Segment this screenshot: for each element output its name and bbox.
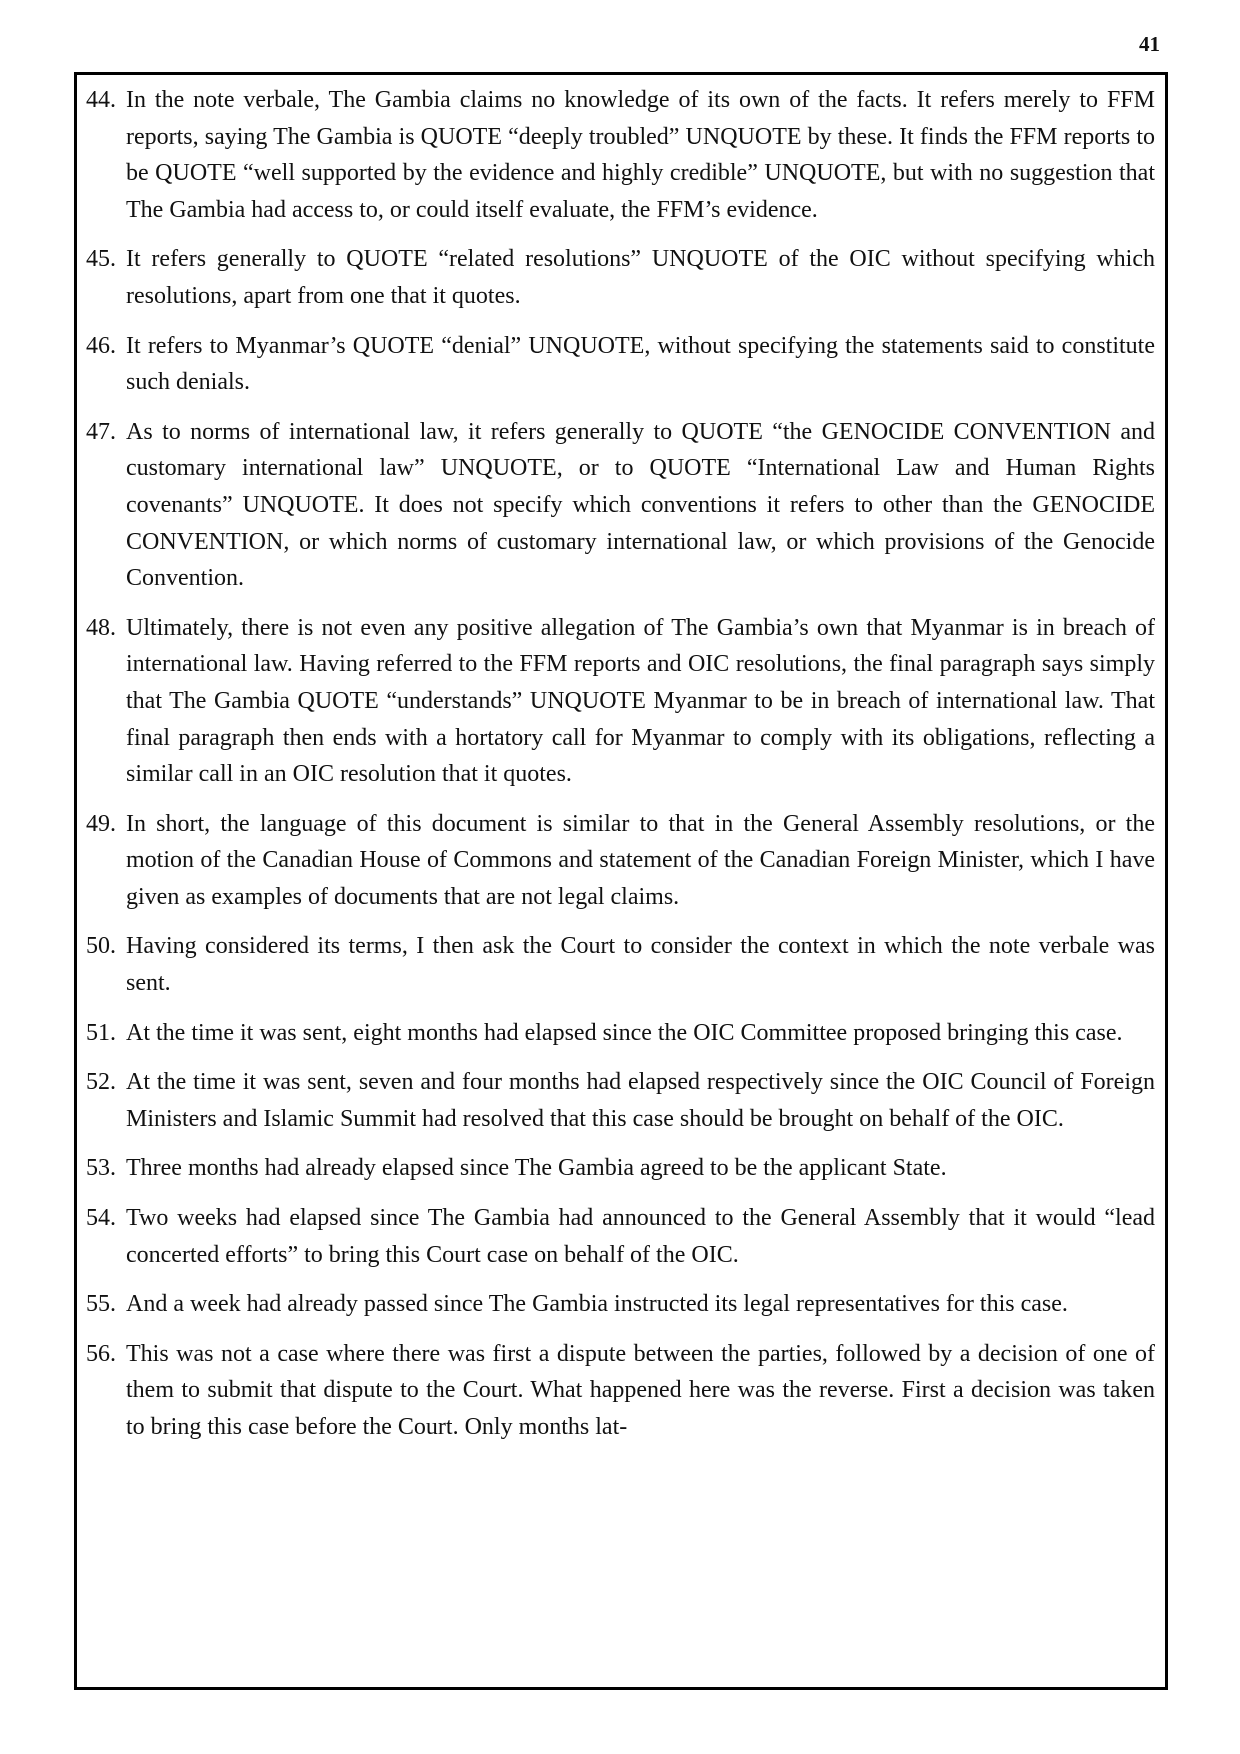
paragraph-53 xyxy=(86,1150,1155,1187)
paragraph-text: Having considered its terms, I then ask the Court to consider the context in which the note verbale was sent. xyxy=(126,933,1155,997)
paragraph-text: As to norms of international law, it refers generally to QUOTE “the GENOCIDE CONVENTION and customary international law” UNQUOTE, or to QUOTE “International Law and Human Rights covenants” UNQUOTE. It does not specify which conventions it refers to other than the GENOCIDE CONVENTION, or which norms of customary international law, or which provisions of the Genocide Convention. xyxy=(126,418,1155,592)
paragraph-54 xyxy=(86,1200,1155,1273)
paragraph-48 xyxy=(86,610,1155,793)
paragraph-number: 45. xyxy=(86,246,116,273)
paragraph-list xyxy=(77,75,1165,1446)
paragraph-number: 53. xyxy=(86,1155,116,1182)
paragraph-number: 46. xyxy=(86,332,116,359)
content-frame xyxy=(74,72,1168,1690)
paragraph-51 xyxy=(86,1015,1155,1052)
paragraph-52 xyxy=(86,1064,1155,1137)
paragraph-number: 56. xyxy=(86,1340,116,1367)
paragraph-56 xyxy=(86,1336,1155,1446)
paragraph-text: It refers to Myanmar’s QUOTE “denial” UNQUOTE, without specifying the statements said to constitute such denials. xyxy=(126,332,1155,396)
paragraph-text: This was not a case where there was first a dispute between the parties, followed by a decision of one of them to submit that dispute to the Court. What happened here was the reverse. First a decision was taken to bring this case before the Court. Only months lat- xyxy=(126,1340,1155,1440)
paragraph-number: 47. xyxy=(86,418,116,445)
paragraph-number: 49. xyxy=(86,810,116,837)
paragraph-text: At the time it was sent, seven and four months had elapsed respectively since the OIC Council of Foreign Ministers and Islamic Summit had resolved that this case should be brought on behalf of the OIC. xyxy=(126,1069,1155,1132)
paragraph-number: 52. xyxy=(86,1069,116,1096)
paragraph-44 xyxy=(86,82,1155,228)
paragraph-49 xyxy=(86,806,1155,916)
paragraph-number: 50. xyxy=(86,933,116,960)
paragraph-number: 51. xyxy=(86,1019,116,1046)
paragraph-text: In the note verbale, The Gambia claims no knowledge of its own of the facts. It refers merely to FFM reports, saying The Gambia is QUOTE “deeply troubled” UNQUOTE by these. It finds the FFM reports to be QUOTE “well supported by the evidence and highly credible” UNQUOTE, but with no suggestion that The Gambia had access to, or could itself evaluate, the FFM’s evidence. xyxy=(126,87,1155,223)
paragraph-text: And a week had already passed since The Gambia instructed its legal representatives for this case. xyxy=(126,1291,1068,1318)
paragraph-text: Three months had already elapsed since The Gambia agreed to be the applicant State. xyxy=(126,1155,947,1182)
paragraph-47 xyxy=(86,414,1155,597)
paragraph-number: 55. xyxy=(86,1291,116,1318)
paragraph-text: At the time it was sent, eight months had elapsed since the OIC Committee proposed bringing this case. xyxy=(126,1019,1123,1046)
paragraph-text: It refers generally to QUOTE “related resolutions” UNQUOTE of the OIC without specifying which resolutions, apart from one that it quotes. xyxy=(126,246,1155,309)
paragraph-46 xyxy=(86,328,1155,401)
page-number: 41 xyxy=(1139,32,1160,56)
paragraph-text: Ultimately, there is not even any positive allegation of The Gambia’s own that Myanmar is in breach of international law. Having referred to the FFM reports and OIC resolutions, the final paragraph says simply that The Gambia QUOTE “understands” UNQUOTE Myanmar to be in breach of international law. That final paragraph then ends with a hortatory call for Myanmar to comply with its obligations, reflecting a similar call in an OIC resolution that it quotes. xyxy=(126,614,1155,788)
paragraph-number: 54. xyxy=(86,1205,116,1232)
paragraph-55 xyxy=(86,1286,1155,1323)
paragraph-50 xyxy=(86,928,1155,1001)
paragraph-number: 48. xyxy=(86,614,116,641)
paragraph-text: Two weeks had elapsed since The Gambia had announced to the General Assembly that it would “lead concerted efforts” to bring this Court case on behalf of the OIC. xyxy=(126,1205,1155,1268)
paragraph-45 xyxy=(86,241,1155,314)
paragraph-number: 44. xyxy=(86,87,116,113)
paragraph-text: In short, the language of this document is similar to that in the General Assembly resolutions, or the motion of the Canadian House of Commons and statement of the Canadian Foreign Minister, which I have given as examples of documents that are not legal claims. xyxy=(126,810,1155,910)
